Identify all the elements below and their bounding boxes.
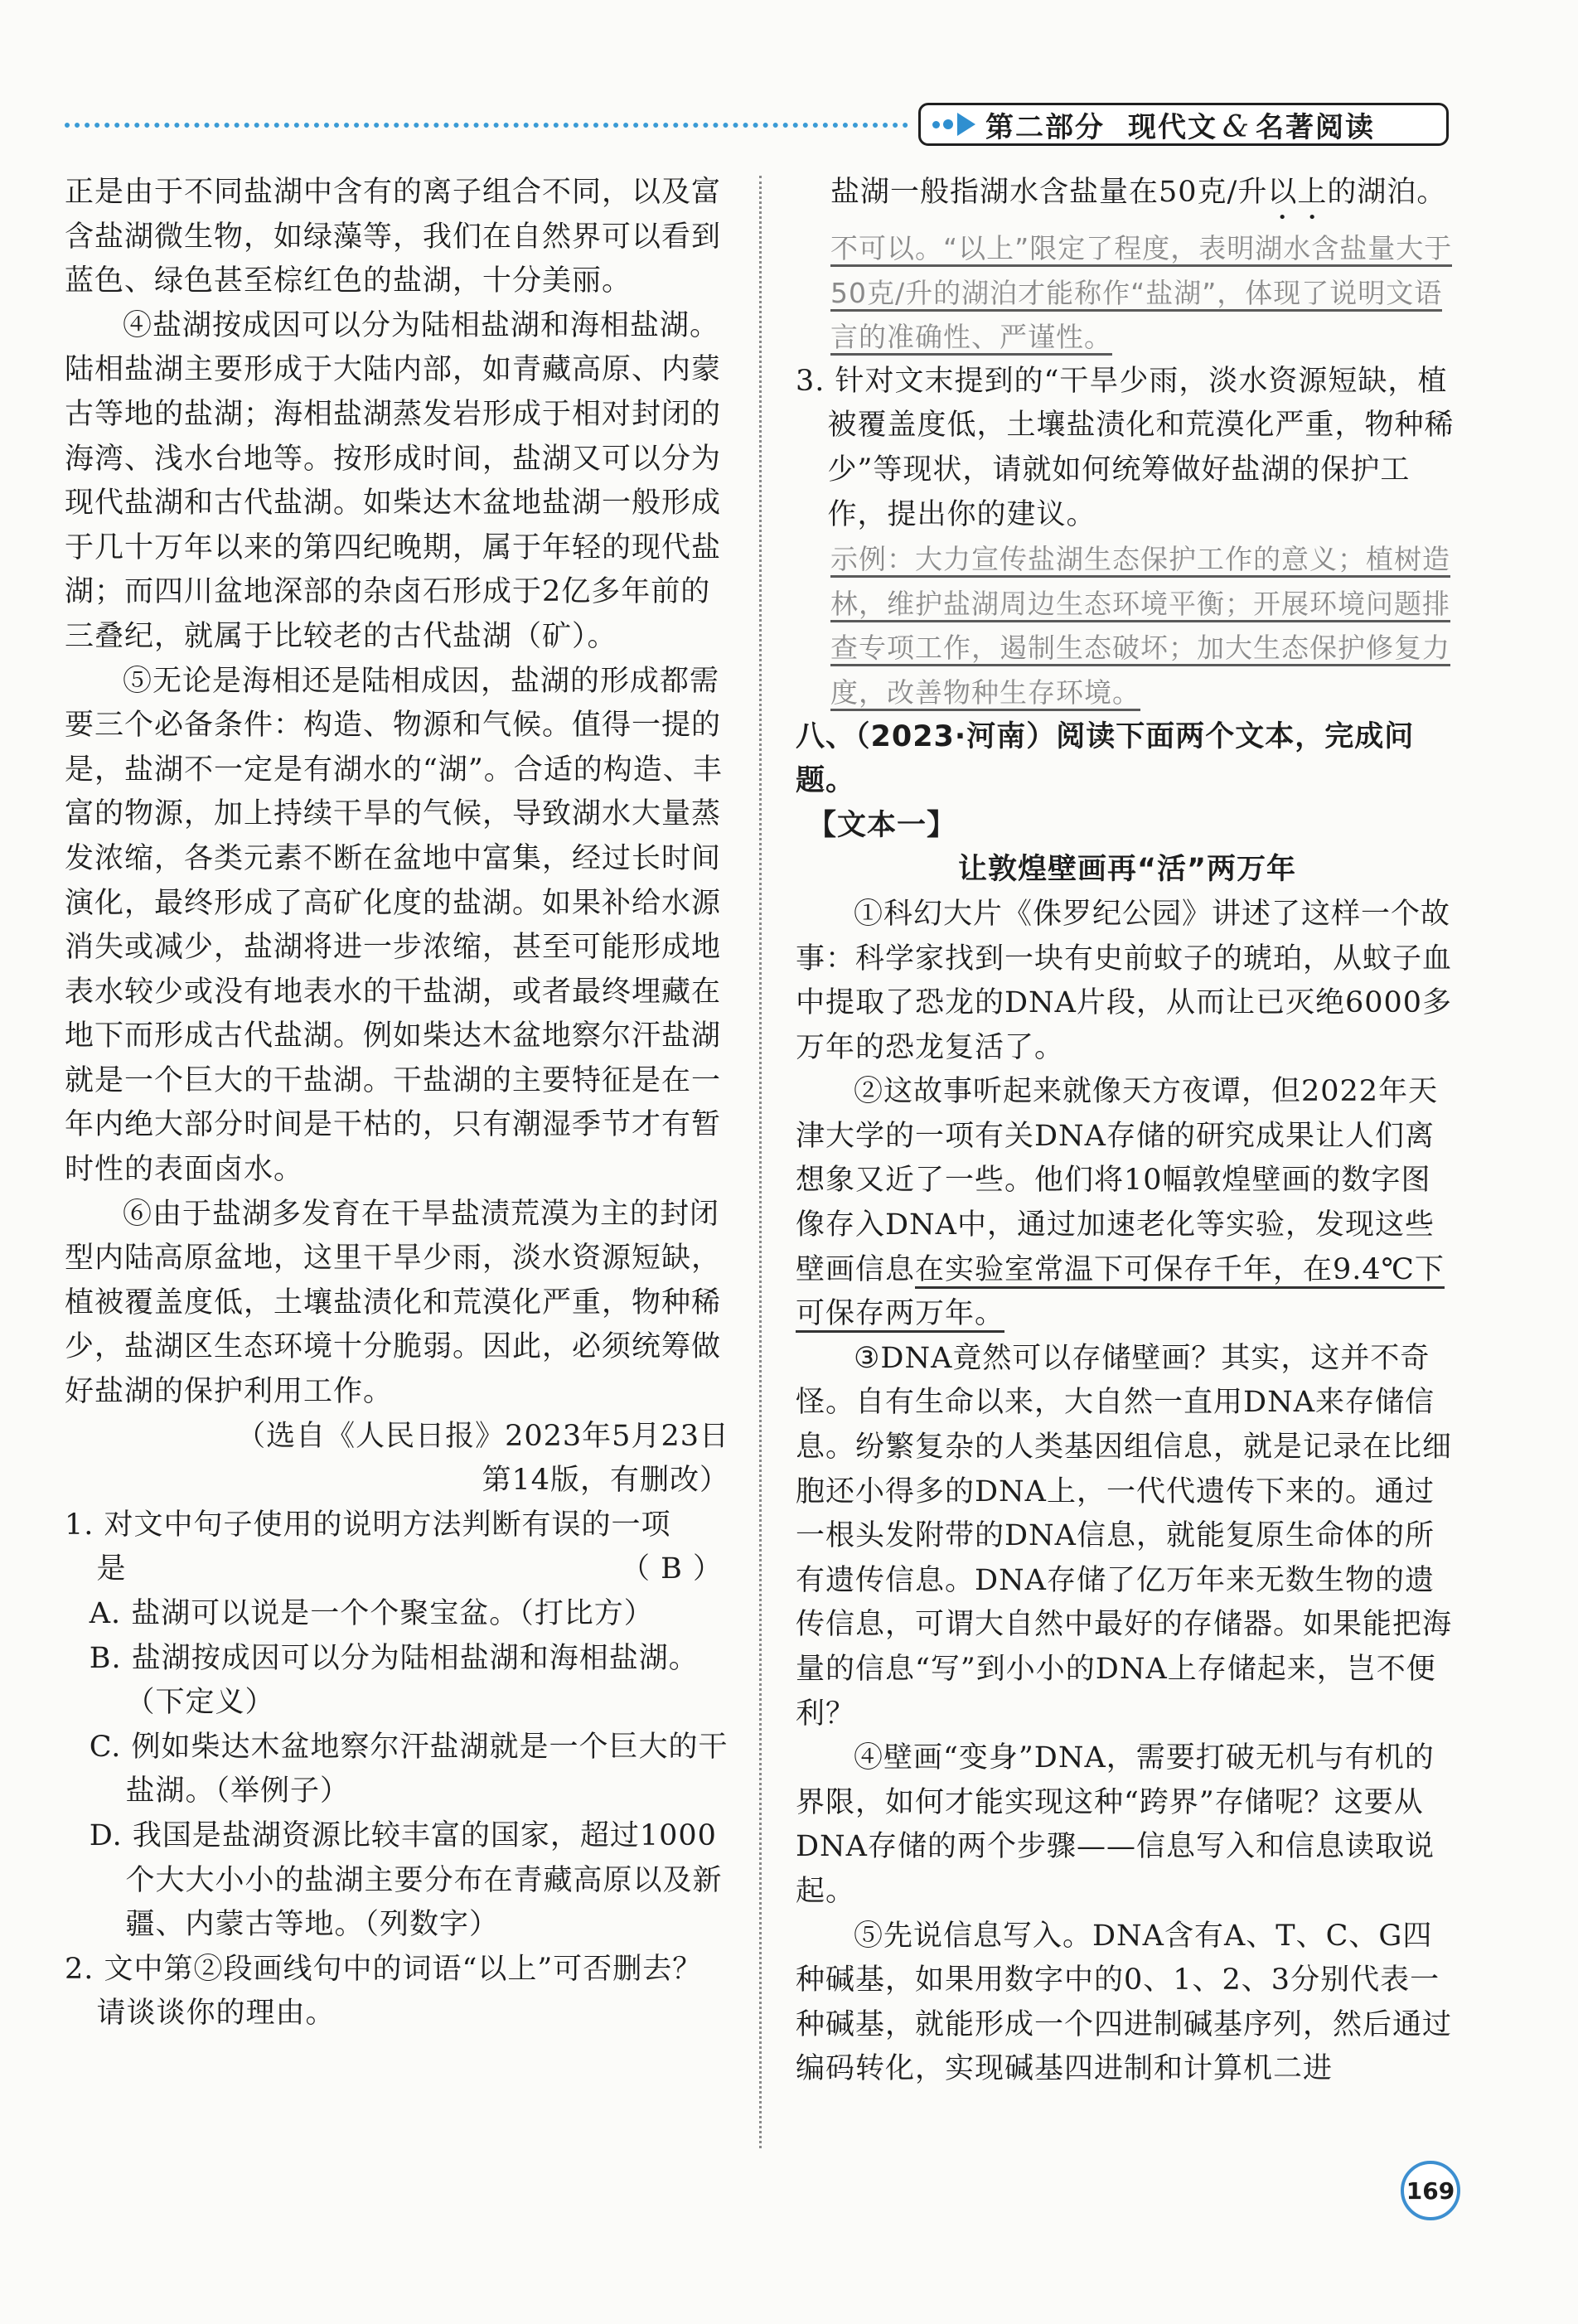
text-1-label: 【文本一】: [807, 808, 957, 842]
source-line-1: （选自《人民日报》2023年5月23日: [236, 1419, 729, 1453]
question-2-answer-text: 不可以。“以上”限定了程度，表明湖水含盐量大于50克/升的湖泊才能称作“盐湖”，体现了说明文语言的准确性、严谨性。: [830, 232, 1452, 356]
text-1-title: 让敦煌壁画再“活”两万年: [957, 853, 1296, 887]
question-1-text: 1. 对文中句子使用的说明方法判断有误的一项: [65, 1508, 671, 1542]
question-3: 3. 针对文末提到的“干旱少雨，淡水资源短缺，植被覆盖度低，土壤盐渍化和荒漠化严重，物种稀少”等现状，请就如何统筹做好盐湖的保护工作，提出你的建议。: [796, 364, 1455, 531]
question-1-answer: （ B ）: [621, 1552, 723, 1586]
section-header-text: [985, 104, 1375, 145]
quote-emphasis: 以上: [1267, 176, 1328, 209]
question-1-text-2: 是: [96, 1552, 127, 1586]
quote-text-post: 的湖泊。: [1327, 176, 1447, 209]
quote-text-pre: 盐湖一般指湖水含盐量在50克/升: [830, 176, 1268, 209]
paragraph-2-text: ②这故事听起来就像天方夜谭，但2022年天津大学的一项有关DNA存储的研究成果让人们离想象又近了一些。他们将10幅敦煌壁画的数字图像存入DNA中，通过加速老化等实验，发现这些壁画信息: [796, 1075, 1439, 1286]
option-b: B. 盐湖按成因可以分为陆相盐湖和海相盐湖。（下定义）: [89, 1641, 699, 1720]
arrow-icon: [932, 113, 975, 136]
section-8-heading: 八、（2023·河南）阅读下面两个文本，完成问题。: [796, 719, 1415, 798]
paragraph-6: ⑥由于盐湖多发育在干旱盐渍荒漠为主的封闭型内陆高原盆地，这里干旱少雨，淡水资源短缺，植被覆盖度低，土壤盐渍化和荒漠化严重，物种稀少，盐湖区生态环境十分脆弱。因此，必须统筹做好盐湖的保护利用工作。: [65, 1197, 722, 1409]
option-d: D. 我国是盐湖资源比较丰富的国家，超过1000个大大小小的盐湖主要分布在青藏高原以及新疆、内蒙古等地。（列数字）: [89, 1818, 723, 1942]
text-1-paragraph-1: ①科幻大片《侏罗纪公园》讲述了这样一个故事：科学家找到一块有史前蚊子的琥珀，从蚊子血中提取了恐龙的DNA片段，从而让已灭绝6000多万年的恐龙复活了。: [796, 897, 1453, 1064]
header-amp: &: [1222, 109, 1251, 144]
paragraph-continued: 正是由于不同盐湖中含有的离子组合不同，以及富含盐湖微生物，如绿藻等，我们在自然界可以看到蓝色、绿色甚至棕红色的盐湖，十分美丽。: [65, 176, 722, 298]
option-c: C. 例如柴达木盆地察尔汗盐湖就是一个巨大的干盐湖。（举例子）: [89, 1730, 728, 1808]
option-a: A. 盐湖可以说是一个个聚宝盆。（打比方）: [89, 1597, 654, 1630]
text-1-paragraph-5: ⑤先说信息写入。DNA含有A、T、C、G四种碱基，如果用数字中的0、1、2、3分别代表一种碱基，就能形成一个四进制碱基序列，然后通过编码转化，实现碱基四进制和计算机二进: [796, 1919, 1453, 2086]
section-header: [918, 103, 1449, 146]
text-1-paragraph-4: ④壁画“变身”DNA，需要打破无机与有机的界限，如何才能实现这种“跨界”存储呢？这要从DNA存储的两个步骤——信息写入和信息读取说起。: [796, 1741, 1435, 1908]
header-section2: 名著阅读: [1256, 110, 1376, 144]
header-section: 现代文: [1128, 110, 1217, 144]
question-2: 2. 文中第②段画线句中的词语“以上”可否删去？请谈谈你的理由。: [65, 1952, 703, 2031]
text-1-paragraph-2: [796, 1070, 1459, 1337]
column-divider: [759, 176, 762, 2148]
source-line-2: 第14版，有删改）: [482, 1464, 729, 1498]
header-dotted-rule: [65, 123, 908, 128]
question-2-answer: [830, 226, 1459, 360]
text-1-paragraph-3: ③DNA竟然可以存储壁画？其实，这并不奇怪。自有生命以来，大自然一直用DNA来存储信息。纷繁复杂的人类基因组信息，就是记录在比细胞还小得多的DNA上，一代代遗传下来的。通过一根头发附带的DNA信息，就能复原生命体的所有遗传信息。DNA存储了亿万年来无数生物的遗传信息，可谓大自然中最好的存储器。如果能把海量的信息“写”到小小的DNA上存储起来，岂不便利？: [796, 1341, 1453, 1731]
question-3-answer: [830, 537, 1459, 714]
paragraph-2-underlined: 在实验室常温下可保存千年，在9.4℃下可保存两万年。: [796, 1253, 1445, 1334]
right-column: [796, 171, 1459, 2092]
question-2-quote: [830, 171, 1459, 226]
left-column: [65, 171, 729, 2036]
question-1: [65, 1503, 729, 1592]
header-part: 第二部分: [985, 110, 1105, 144]
question-3-answer-text: 示例：大力宣传盐湖生态保护工作的意义；植树造林，维护盐湖周边生态环境平衡；开展环境问题排查专项工作，遏制生态破坏；加大生态保护修复力度，改善物种生存环境。: [830, 543, 1450, 711]
paragraph-4: ④盐湖按成因可以分为陆相盐湖和海相盐湖。陆相盐湖主要形成于大陆内部，如青藏高原、内蒙古等地的盐湖；海相盐湖蒸发岩形成于相对封闭的海湾、浅水台地等。按形成时间，盐湖又可以分为现代盐湖和古代盐湖。如柴达木盆地盐湖一般形成于几十万年以来的第四纪晚期，属于年轻的现代盐湖；而四川盆地深部的杂卤石形成于2亿多年前的三叠纪，就属于比较老的古代盐湖（矿）。: [65, 308, 722, 653]
page-number: 169: [1401, 2161, 1460, 2220]
paragraph-5: ⑤无论是海相还是陆相成因，盐湖的形成都需要三个必备条件：构造、物源和气候。值得一提的是，盐湖不一定是有湖水的“湖”。合适的构造、丰富的物源，加上持续干旱的气候，导致湖水大量蒸发浓缩，各类元素不断在盆地中富集，经过长时间演化，最终形成了高矿化度的盐湖。如果补给水源消失或减少，盐湖将进一步浓缩，甚至可能形成地表水较少或没有地表水的干盐湖，或者最终埋藏在地下而形成古代盐湖。例如柴达木盆地察尔汗盐湖就是一个巨大的干盐湖。干盐湖的主要特征是在一年内绝大部分时间是干枯的，只有潮湿季节才有暂时性的表面卤水。: [65, 664, 723, 1187]
